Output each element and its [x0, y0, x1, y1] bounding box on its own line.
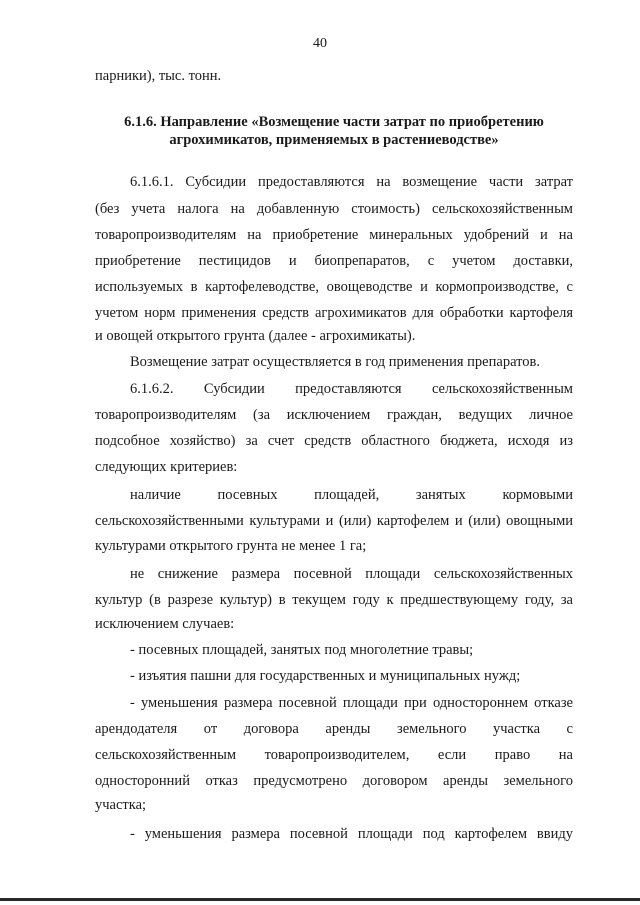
paragraph-line: товаропроизводителям на приобретение минеральных удобрений и на	[95, 227, 573, 243]
text-line: парники), тыс. тонн.	[95, 68, 222, 84]
paragraph-line: культур (в разрезе культур) в текущем году к предшествующему году, за	[95, 592, 573, 608]
paragraph-line: сельскохозяйственными культурами и (или) картофелем и (или) овощными	[95, 513, 573, 529]
list-item-cont: участка;	[95, 797, 147, 813]
list-item: - изъятия пашни для государственных и муниципальных нужд;	[130, 668, 521, 684]
paragraph-line: 6.1.6.1. Субсидии предоставляются на возмещение части затрат	[130, 174, 573, 190]
paragraph-line: и овощей открытого грунта (далее - агрохимикаты).	[95, 328, 416, 344]
page-number: 40	[313, 36, 327, 51]
section-heading-cont: агрохимикатов, применяемых в растениеводстве»	[169, 132, 499, 148]
list-item: - уменьшения размера посевной площади под картофелем ввиду	[130, 826, 573, 842]
paragraph-line: товаропроизводителям (за исключением граждан, ведущих личное	[95, 407, 573, 423]
paragraph-line: 6.1.6.2. Субсидии предоставляются сельскохозяйственным	[130, 381, 573, 397]
paragraph-line: используемых в картофелеводстве, овощеводстве и кормопроизводстве, с	[95, 279, 573, 295]
list-item: - уменьшения размера посевной площади при одностороннем отказе	[130, 695, 573, 711]
paragraph-line: исключением случаев:	[95, 616, 235, 632]
paragraph-line: культурами открытого грунта не менее 1 га;	[95, 538, 367, 554]
paragraph-line: приобретение пестицидов и биопрепаратов, с учетом доставки,	[95, 253, 573, 269]
paragraph-line: (без учета налога на добавленную стоимость) сельскохозяйственным	[95, 201, 573, 217]
paragraph-line: не снижение размера посевной площади сельскохозяйственных	[130, 566, 573, 582]
list-item: - посевных площадей, занятых под многолетние травы;	[130, 642, 474, 658]
list-item-cont: односторонний отказ предусмотрено договором аренды земельного	[95, 773, 573, 789]
paragraph-line: учетом норм применения средств агрохимикатов для обработки картофеля	[95, 305, 573, 321]
section-heading: 6.1.6. Направление «Возмещение части затрат по приобретению	[124, 114, 544, 130]
paragraph-line: Возмещение затрат осуществляется в год применения препаратов.	[130, 354, 540, 370]
scan-edge-line	[0, 898, 640, 901]
list-item-cont: арендодателя от договора аренды земельного участка с	[95, 721, 573, 737]
paragraph-line: следующих критериев:	[95, 459, 238, 475]
paragraph-line: подсобное хозяйство) за счет средств областного бюджета, исходя из	[95, 433, 573, 449]
paragraph-line: наличие посевных площадей, занятых кормовыми	[130, 487, 573, 503]
list-item-cont: сельскохозяйственным товаропроизводителем, если право на	[95, 747, 573, 763]
